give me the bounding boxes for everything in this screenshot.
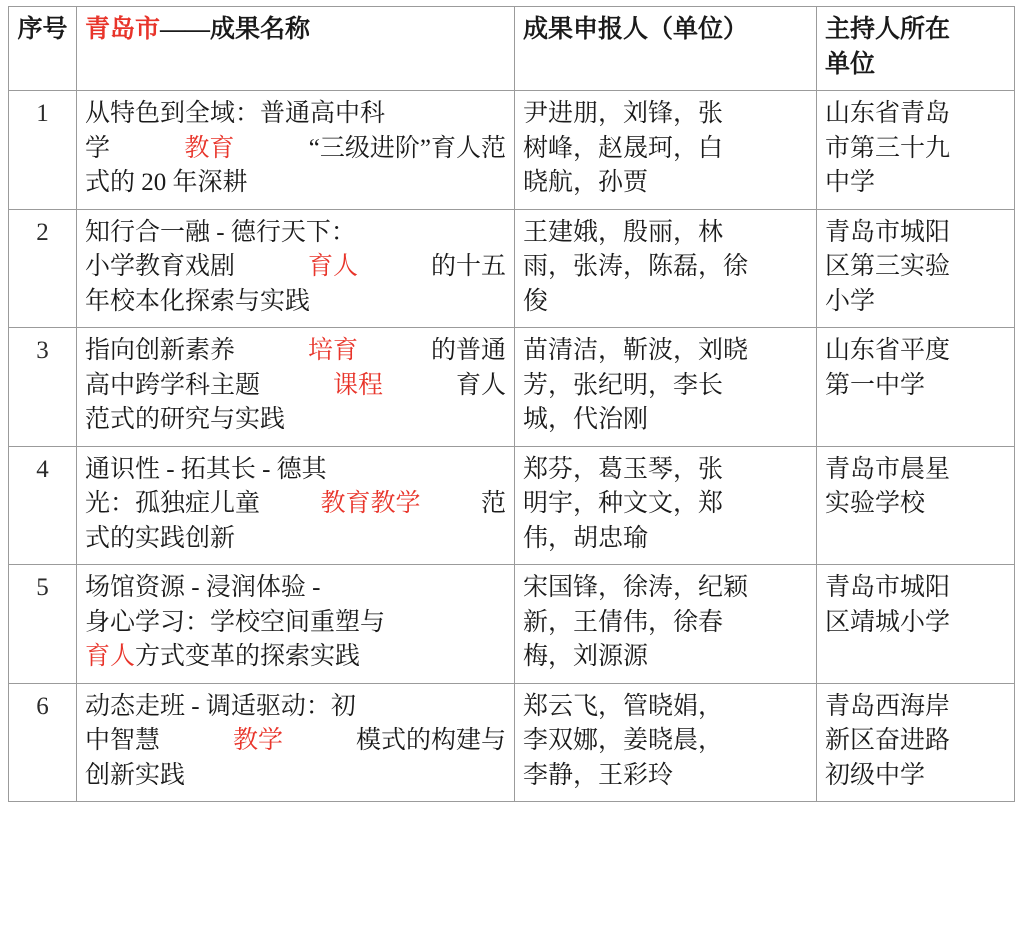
text-segment: 树峰，赵晟珂，白	[523, 134, 724, 162]
column-header-title	[77, 7, 515, 91]
highlighted-keyword: 培育	[307, 337, 358, 364]
text-line	[523, 606, 808, 641]
text-segment: 的普通	[430, 337, 506, 364]
cell-index: 6	[9, 683, 77, 802]
cell-applicants	[515, 565, 817, 684]
text-line	[523, 250, 808, 285]
text-line	[85, 640, 506, 675]
text-segment: 创新实践	[85, 761, 186, 789]
title-lines	[85, 97, 506, 201]
text-line	[85, 403, 506, 438]
text-line: 青岛西海岸	[825, 692, 951, 720]
cell-host-unit	[817, 565, 1015, 684]
text-line: 区第三实验	[825, 253, 951, 280]
text-line: 山东省青岛	[825, 100, 951, 127]
applicant-lines	[523, 334, 808, 438]
column-header-host-unit	[817, 7, 1015, 91]
text-segment: 伟，胡忠瑜	[523, 524, 649, 552]
text-segment: 场馆资源 - 浸润体验 -	[85, 574, 321, 601]
text-segment: 中智慧	[85, 727, 161, 754]
text-line	[85, 369, 506, 404]
applicant-lines	[523, 690, 808, 794]
cell-host-unit	[817, 91, 1015, 210]
column-header-host-unit-line2: 单位	[825, 50, 876, 78]
cell-index: 1	[9, 91, 77, 210]
text-line	[523, 487, 808, 522]
text-segment: 模式的构建与	[355, 727, 506, 754]
text-line	[85, 724, 506, 759]
highlighted-keyword: 课程	[332, 371, 383, 399]
cell-achievement-title	[77, 328, 515, 447]
text-line	[85, 571, 506, 606]
table-body	[9, 91, 1015, 802]
text-line	[85, 97, 506, 132]
text-segment: 知行合一融 - 德行天下：	[85, 218, 356, 246]
highlighted-keyword: 教育	[184, 134, 235, 162]
text-line: 青岛市晨星	[825, 455, 951, 483]
cell-host-unit	[817, 683, 1015, 802]
table-row	[9, 209, 1015, 328]
cell-index: 5	[9, 565, 77, 684]
highlighted-keyword: 教育教学	[320, 490, 421, 517]
text-segment: 梅，刘源源	[523, 643, 649, 670]
highlighted-keyword: 育人	[85, 643, 136, 670]
cell-achievement-title	[77, 446, 515, 565]
text-segment: 苗清洁，靳波，刘晓	[523, 337, 749, 364]
text-segment: 范式的研究与实践	[85, 406, 286, 433]
cell-achievement-title	[77, 209, 515, 328]
text-line	[523, 571, 808, 606]
text-line	[523, 403, 808, 438]
cell-achievement-title	[77, 683, 515, 802]
table-header-row	[9, 7, 1015, 91]
text-line: 青岛市城阳	[825, 574, 951, 601]
cell-index: 4	[9, 446, 77, 565]
text-segment: 指向创新素养	[85, 337, 236, 364]
text-segment: 的十五	[430, 253, 506, 280]
cell-achievement-title	[77, 91, 515, 210]
text-line	[523, 522, 808, 557]
text-line: 市第三十九	[825, 134, 951, 162]
highlighted-keyword: 育人	[307, 253, 358, 280]
column-header-host-unit-line1: 主持人所在	[825, 16, 951, 43]
column-header-title-rest: ——成果名称	[160, 16, 311, 43]
cell-achievement-title	[77, 565, 515, 684]
text-line: 青岛市城阳	[825, 218, 951, 246]
applicant-lines	[523, 97, 808, 201]
applicant-lines	[523, 571, 808, 675]
text-segment: 小学教育戏剧	[85, 253, 236, 280]
cell-host-unit	[817, 209, 1015, 328]
applicant-lines	[523, 453, 808, 557]
text-segment: 新，王倩伟，徐春	[523, 608, 724, 636]
column-header-index: 序号	[9, 7, 77, 91]
text-segment: 光：孤独症儿童	[85, 490, 261, 517]
table-row	[9, 91, 1015, 210]
text-line	[85, 285, 506, 320]
text-line: 实验学校	[825, 490, 926, 517]
column-header-applicant: 成果申报人（单位）	[515, 7, 817, 91]
text-line	[85, 453, 506, 488]
table-row	[9, 328, 1015, 447]
text-line	[523, 97, 808, 132]
host-unit-lines	[825, 334, 1006, 403]
text-line: 新区奋进路	[825, 727, 951, 754]
text-segment: 学	[85, 134, 111, 162]
text-line	[85, 250, 506, 285]
table-header	[9, 7, 1015, 91]
text-segment: 宋国锋，徐涛，纪颖	[523, 574, 749, 601]
text-segment: 身心学习：学校空间重塑与	[85, 608, 386, 636]
text-segment: 李静，王彩玲	[523, 761, 674, 789]
text-line	[85, 522, 506, 557]
text-segment: 育人	[455, 371, 506, 399]
text-segment: 王建娥，殷丽，林	[523, 218, 724, 246]
text-line: 山东省平度	[825, 337, 951, 364]
text-segment: 郑芬，葛玉琴，张	[523, 455, 724, 483]
text-segment: 通识性 - 拓其长 - 德其	[85, 455, 327, 483]
text-segment: 郑云飞，管晓娟，	[523, 692, 724, 720]
table-row	[9, 565, 1015, 684]
title-lines	[85, 571, 506, 675]
cell-host-unit	[817, 446, 1015, 565]
text-segment: 式的实践创新	[85, 524, 236, 552]
text-segment: 城，代治刚	[523, 406, 649, 433]
text-line	[523, 166, 808, 201]
highlighted-keyword: 教学	[232, 727, 283, 754]
text-line	[85, 334, 506, 369]
text-line: 中学	[825, 169, 876, 196]
text-line	[523, 690, 808, 725]
text-line	[85, 132, 506, 167]
column-header-title-highlight: 青岛市	[85, 16, 161, 43]
cell-host-unit	[817, 328, 1015, 447]
text-segment: 高中跨学科主题	[85, 371, 261, 399]
text-line	[523, 640, 808, 675]
text-segment: 尹进朋，刘锋，张	[523, 100, 724, 127]
text-segment: 晓航，孙贾	[523, 169, 649, 196]
cell-applicants	[515, 91, 817, 210]
text-line	[85, 166, 506, 201]
text-segment: 动态走班 - 调适驱动：初	[85, 692, 356, 720]
text-line: 区靖城小学	[825, 608, 951, 636]
cell-index: 3	[9, 328, 77, 447]
text-line	[523, 453, 808, 488]
host-unit-lines	[825, 690, 1006, 794]
cell-index: 2	[9, 209, 77, 328]
award-results-table	[8, 6, 1015, 802]
text-line	[523, 334, 808, 369]
table-row	[9, 446, 1015, 565]
cell-applicants	[515, 446, 817, 565]
text-segment: “三级进阶”育人范	[308, 134, 506, 162]
text-line	[85, 690, 506, 725]
text-line	[523, 285, 808, 320]
title-lines	[85, 334, 506, 438]
text-line	[523, 216, 808, 251]
text-segment: 李双娜，姜晓晨，	[523, 727, 724, 754]
text-segment: 年校本化探索与实践	[85, 287, 311, 315]
host-unit-lines	[825, 97, 1006, 201]
text-segment: 式的 20 年深耕	[85, 169, 248, 196]
applicant-lines	[523, 216, 808, 320]
text-line	[85, 606, 506, 641]
title-lines	[85, 690, 506, 794]
cell-applicants	[515, 683, 817, 802]
cell-applicants	[515, 328, 817, 447]
text-line	[523, 759, 808, 794]
text-segment: 明宇，种文文，郑	[523, 490, 724, 517]
text-line	[85, 487, 506, 522]
text-segment: 俊	[523, 287, 549, 315]
host-unit-lines	[825, 216, 1006, 320]
text-line	[523, 369, 808, 404]
title-lines	[85, 216, 506, 320]
cell-applicants	[515, 209, 817, 328]
text-segment: 雨，张涛，陈磊，徐	[523, 253, 749, 280]
host-unit-lines	[825, 453, 1006, 522]
text-segment: 芳，张纪明，李长	[523, 371, 724, 399]
text-line	[85, 759, 506, 794]
table-row	[9, 683, 1015, 802]
text-line	[523, 132, 808, 167]
text-segment: 从特色到全域：普通高中科	[85, 100, 386, 127]
text-segment: 方式变革的探索实践	[135, 643, 361, 670]
host-unit-lines	[825, 571, 1006, 640]
text-line	[85, 216, 506, 251]
text-line: 第一中学	[825, 371, 926, 399]
text-line	[523, 724, 808, 759]
text-line: 小学	[825, 287, 876, 315]
text-line: 初级中学	[825, 761, 926, 789]
text-segment: 范	[480, 490, 506, 517]
title-lines	[85, 453, 506, 557]
